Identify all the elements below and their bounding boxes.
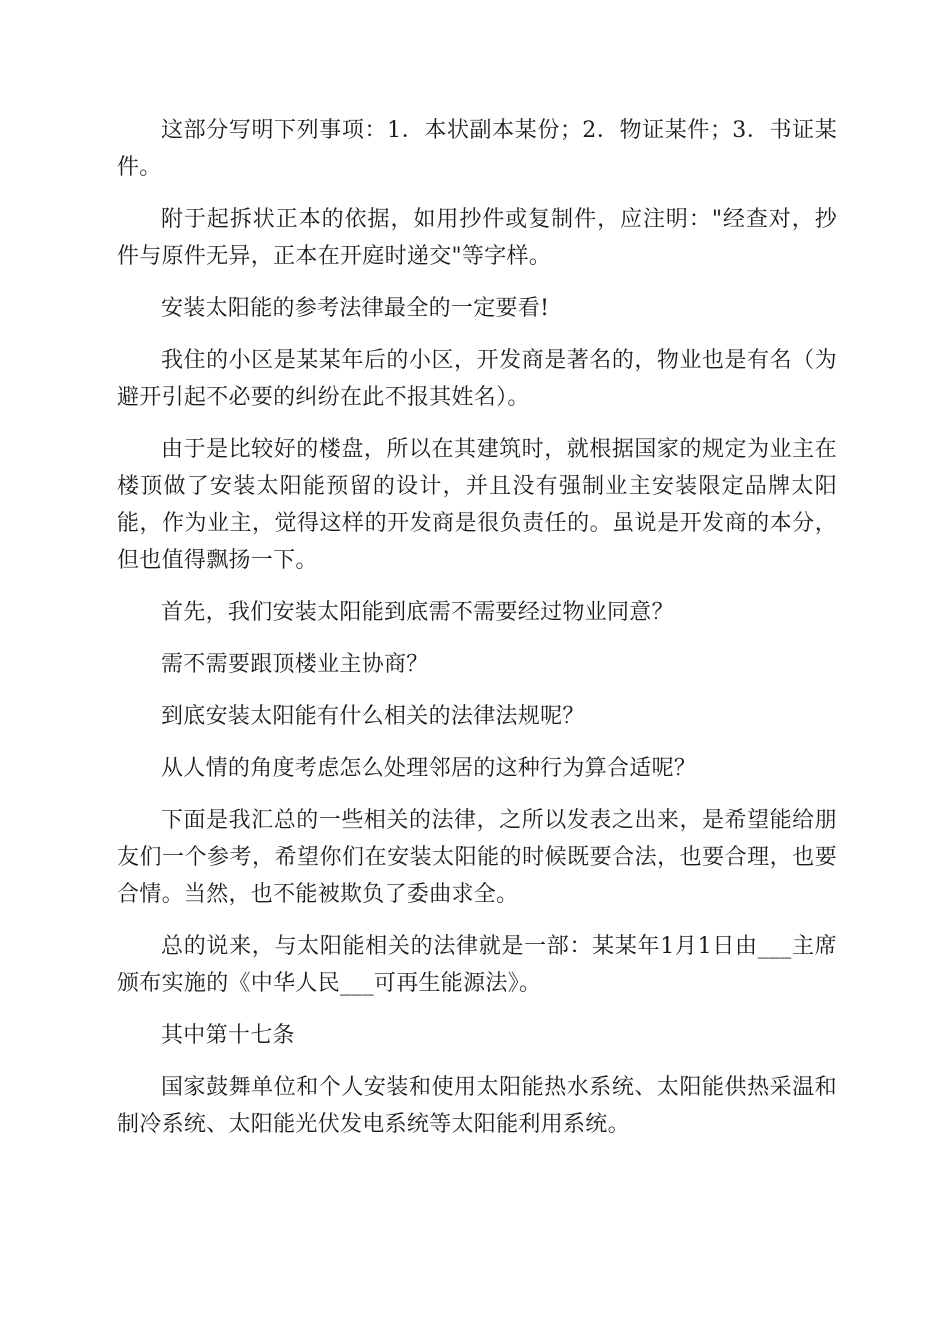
paragraph-attachments: 这部分写明下列事项：1．本状副本某份；2．物证某件；3．书证某件。 [117,118,837,180]
paragraph-building-design: 由于是比较好的楼盘，所以在其建筑时，就根据国家的规定为业主在楼顶做了安装太阳能预留的设计，并且没有强制业主安装限定品牌太阳能，作为业主，觉得这样的开发商是很负责任的。虽说是开发商的本分，但也值得飘扬一下。 [117,437,837,573]
paragraph-summary-intro: 下面是我汇总的一些相关的法律，之所以发表之出来，是希望能给朋友们一个参考，希望你们在安装太阳能的时候既要合法，也要合理，也要合情。当然，也不能被欺负了委曲求全。 [117,808,837,907]
paragraph-residence: 我住的小区是某某年后的小区，开发商是著名的，物业也是有名（为避开引起不必要的纠纷在此不报其姓名）。 [117,348,837,410]
paragraph-question-2: 需不需要跟顶楼业主协商？ [161,652,429,677]
paragraph-question-1: 首先，我们安装太阳能到底需不需要经过物业同意？ [161,600,674,625]
paragraph-question-4: 从人情的角度考虑怎么处理邻居的这种行为算合适呢？ [161,756,697,781]
paragraph-heading-solar-law: 安装太阳能的参考法律最全的一定要看! [161,296,550,321]
paragraph-article-17-title: 其中第十七条 [161,1023,295,1048]
paragraph-question-3: 到底安装太阳能有什么相关的法律法规呢？ [161,704,585,729]
paragraph-copy-note: 附于起拆状正本的依据，如用抄件或复制件，应注明："经查对，抄件与原件无异，正本在开庭时递交"等字样。 [117,207,837,269]
document-body [117,112,837,1158]
paragraph-article-17-text: 国家鼓舞单位和个人安装和使用太阳能热水系统、太阳能供热采温和制冷系统、太阳能光伏发电系统等太阳能利用系统。 [117,1075,837,1137]
paragraph-law-reference: 总的说来，与太阳能相关的法律就是一部：某某年1月1日由___主席颁布实施的《中华人民___可再生能源法》。 [117,934,837,996]
